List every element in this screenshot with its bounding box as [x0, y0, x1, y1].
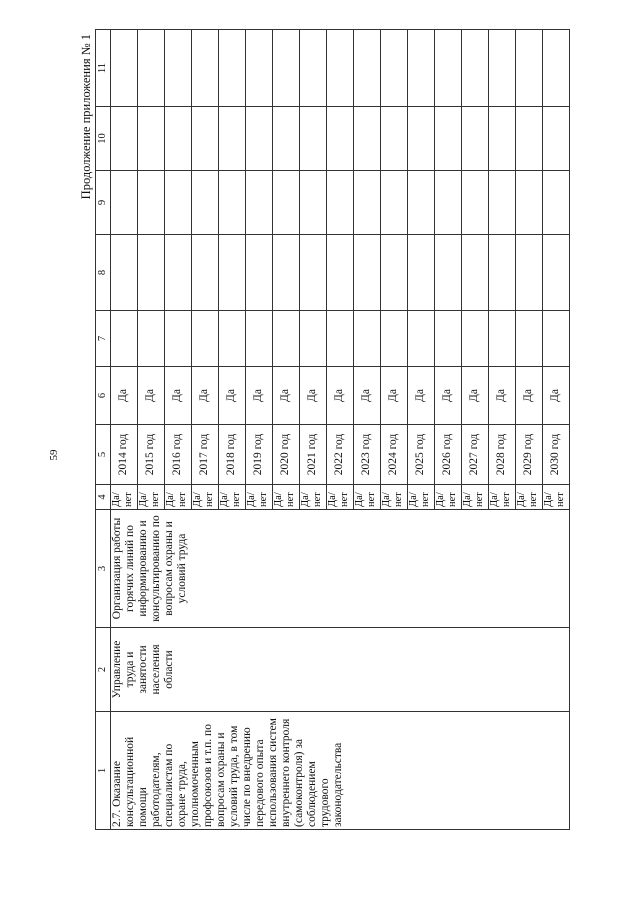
empty-cell — [273, 107, 300, 171]
value-cell: Да — [138, 367, 165, 425]
empty-cell — [489, 311, 516, 367]
empty-cell — [462, 107, 489, 171]
value-cell: Да — [192, 367, 219, 425]
flag-cell: Да/ нет — [408, 485, 435, 510]
flag-cell: Да/ нет — [273, 485, 300, 510]
empty-cell — [516, 311, 543, 367]
year-cell: 2021 год — [300, 425, 327, 485]
year-cell: 2026 год — [435, 425, 462, 485]
flag-cell: Да/ нет — [354, 485, 381, 510]
empty-cell — [381, 30, 408, 107]
value-cell: Да — [462, 367, 489, 425]
empty-cell — [165, 107, 192, 171]
column-number: 1 — [96, 712, 111, 830]
empty-cell — [165, 311, 192, 367]
continuation-title: Продолжение приложения № 1 — [79, 34, 93, 200]
column-number: 3 — [96, 510, 111, 628]
year-cell: 2030 год — [543, 425, 570, 485]
flag-cell: Да/ нет — [435, 485, 462, 510]
year-cell: 2020 год — [273, 425, 300, 485]
empty-cell — [381, 107, 408, 171]
empty-cell — [543, 107, 570, 171]
empty-cell — [300, 30, 327, 107]
flag-cell: Да/ нет — [219, 485, 246, 510]
empty-cell — [408, 30, 435, 107]
empty-cell — [327, 171, 354, 235]
column-number: 7 — [96, 311, 111, 367]
empty-cell — [273, 30, 300, 107]
empty-cell — [354, 30, 381, 107]
empty-cell — [516, 107, 543, 171]
empty-cell — [192, 171, 219, 235]
year-cell: 2014 год — [111, 425, 138, 485]
year-cell: 2022 год — [327, 425, 354, 485]
empty-cell — [273, 171, 300, 235]
value-cell: Да — [516, 367, 543, 425]
column-number: 8 — [96, 235, 111, 311]
empty-cell — [219, 30, 246, 107]
empty-cell — [354, 311, 381, 367]
year-cell: 2029 год — [516, 425, 543, 485]
empty-cell — [246, 235, 273, 311]
column-number: 4 — [96, 485, 111, 510]
empty-cell — [327, 30, 354, 107]
empty-cell — [219, 171, 246, 235]
item-name-cell: 2.7. Оказание консультационной помощи работодателям, специалистам по охране труда, уполномоченным профсоюзов и т.п. по вопросам охраны и условий труда, в том числе по внедрению передового опыта использования систем внутреннего контроля (самоконтроля) за соблюдением трудового законодательства — [111, 712, 570, 830]
column-number: 10 — [96, 107, 111, 171]
flag-cell: Да/ нет — [327, 485, 354, 510]
empty-cell — [543, 311, 570, 367]
column-number: 9 — [96, 171, 111, 235]
empty-cell — [138, 171, 165, 235]
value-cell: Да — [489, 367, 516, 425]
value-cell: Да — [543, 367, 570, 425]
column-number: 6 — [96, 367, 111, 425]
empty-cell — [165, 30, 192, 107]
year-cell: 2016 год — [165, 425, 192, 485]
empty-cell — [327, 235, 354, 311]
empty-cell — [543, 171, 570, 235]
empty-cell — [381, 171, 408, 235]
empty-cell — [462, 235, 489, 311]
empty-cell — [192, 235, 219, 311]
flag-cell: Да/ нет — [246, 485, 273, 510]
table-body — [111, 30, 570, 830]
flag-cell: Да/ нет — [543, 485, 570, 510]
empty-cell — [354, 107, 381, 171]
year-cell: 2027 год — [462, 425, 489, 485]
value-cell: Да — [300, 367, 327, 425]
flag-cell: Да/ нет — [300, 485, 327, 510]
empty-cell — [489, 107, 516, 171]
empty-cell — [138, 107, 165, 171]
column-number: 5 — [96, 425, 111, 485]
empty-cell — [435, 30, 462, 107]
flag-cell: Да/ нет — [516, 485, 543, 510]
year-cell: 2025 год — [408, 425, 435, 485]
empty-cell — [111, 107, 138, 171]
value-cell: Да — [327, 367, 354, 425]
value-cell: Да — [111, 367, 138, 425]
year-cell: 2018 год — [219, 425, 246, 485]
empty-cell — [354, 171, 381, 235]
empty-cell — [111, 30, 138, 107]
year-cell: 2015 год — [138, 425, 165, 485]
empty-cell — [516, 30, 543, 107]
empty-cell — [462, 171, 489, 235]
empty-cell — [435, 107, 462, 171]
empty-cell — [543, 30, 570, 107]
empty-cell — [300, 107, 327, 171]
year-cell: 2024 год — [381, 425, 408, 485]
flag-cell: Да/ нет — [165, 485, 192, 510]
value-cell: Да — [435, 367, 462, 425]
empty-cell — [192, 311, 219, 367]
value-cell: Да — [219, 367, 246, 425]
empty-cell — [111, 171, 138, 235]
empty-cell — [435, 171, 462, 235]
column-number: 11 — [96, 30, 111, 107]
empty-cell — [543, 235, 570, 311]
year-cell: 2019 год — [246, 425, 273, 485]
executor-cell: Управление труда и занятости населения области — [111, 628, 570, 712]
flag-cell: Да/ нет — [489, 485, 516, 510]
value-cell: Да — [246, 367, 273, 425]
empty-cell — [300, 171, 327, 235]
value-cell: Да — [381, 367, 408, 425]
empty-cell — [435, 311, 462, 367]
empty-cell — [327, 311, 354, 367]
year-cell: 2017 год — [192, 425, 219, 485]
empty-cell — [462, 30, 489, 107]
value-cell: Да — [273, 367, 300, 425]
empty-cell — [138, 235, 165, 311]
column-number: 2 — [96, 628, 111, 712]
year-cell: 2028 год — [489, 425, 516, 485]
empty-cell — [489, 171, 516, 235]
empty-cell — [516, 171, 543, 235]
empty-cell — [219, 107, 246, 171]
empty-cell — [111, 311, 138, 367]
empty-cell — [354, 235, 381, 311]
empty-cell — [300, 311, 327, 367]
empty-cell — [327, 107, 354, 171]
year-cell: 2023 год — [354, 425, 381, 485]
empty-cell — [246, 311, 273, 367]
value-cell: Да — [354, 367, 381, 425]
empty-cell — [246, 107, 273, 171]
empty-cell — [165, 235, 192, 311]
empty-cell — [111, 235, 138, 311]
empty-cell — [273, 311, 300, 367]
page-number: 59 — [48, 449, 60, 461]
table-row — [111, 30, 138, 830]
empty-cell — [246, 171, 273, 235]
empty-cell — [138, 30, 165, 107]
empty-cell — [246, 30, 273, 107]
empty-cell — [273, 235, 300, 311]
empty-cell — [408, 171, 435, 235]
empty-cell — [408, 235, 435, 311]
empty-cell — [219, 235, 246, 311]
flag-cell: Да/ нет — [138, 485, 165, 510]
empty-cell — [165, 171, 192, 235]
appendix-table — [95, 29, 570, 830]
empty-cell — [300, 235, 327, 311]
empty-cell — [138, 311, 165, 367]
empty-cell — [489, 30, 516, 107]
flag-cell: Да/ нет — [462, 485, 489, 510]
value-cell: Да — [408, 367, 435, 425]
flag-cell: Да/ нет — [111, 485, 138, 510]
empty-cell — [192, 30, 219, 107]
empty-cell — [408, 107, 435, 171]
empty-cell — [489, 235, 516, 311]
empty-cell — [408, 311, 435, 367]
measure-cell: Организация работы горячих линий по информированию и консультированию по вопросам охраны и условий труда — [111, 510, 570, 628]
empty-cell — [192, 107, 219, 171]
empty-cell — [462, 311, 489, 367]
flag-cell: Да/ нет — [381, 485, 408, 510]
empty-cell — [381, 311, 408, 367]
flag-cell: Да/ нет — [192, 485, 219, 510]
value-cell: Да — [165, 367, 192, 425]
empty-cell — [435, 235, 462, 311]
column-number-row — [96, 30, 111, 830]
rotated-sheet — [75, 30, 605, 830]
empty-cell — [516, 235, 543, 311]
empty-cell — [219, 311, 246, 367]
empty-cell — [381, 235, 408, 311]
